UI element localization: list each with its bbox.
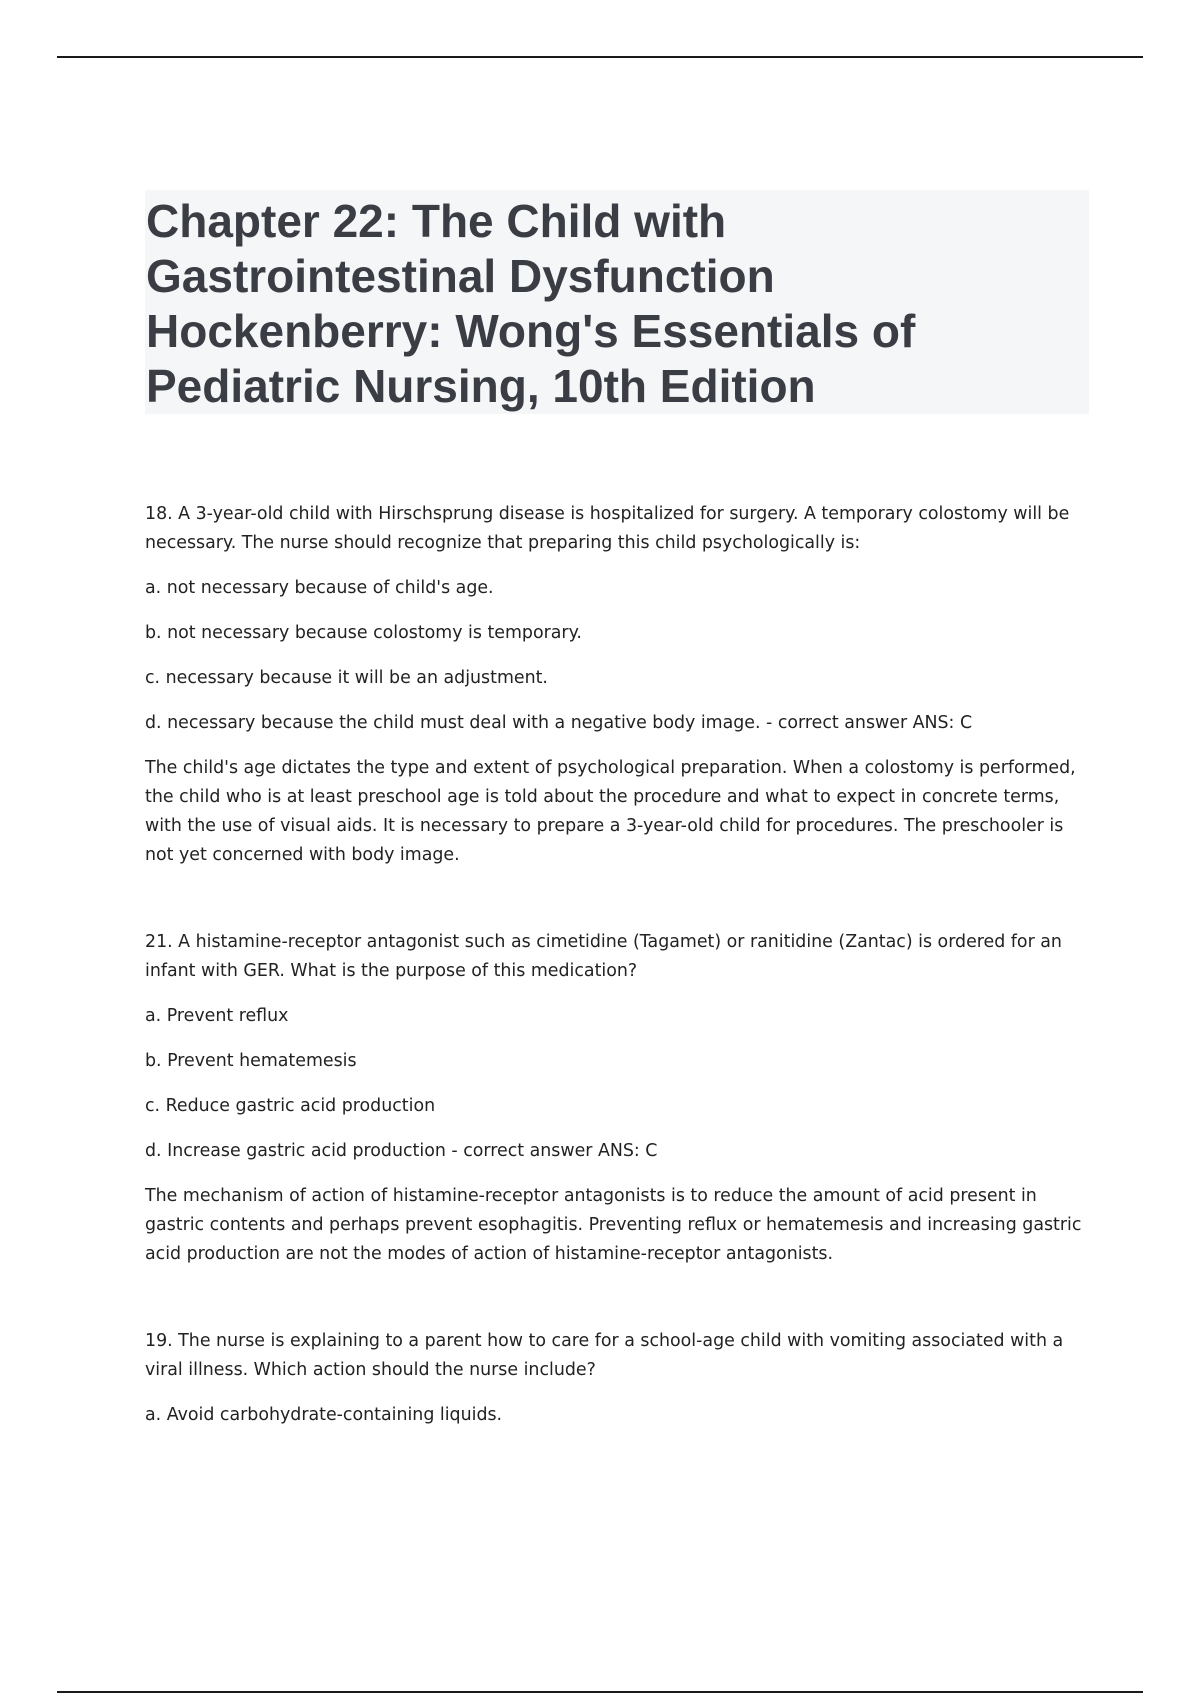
- answer-option-a: a. Avoid carbohydrate-containing liquids.: [145, 1405, 503, 1425]
- question-text: 18. A 3-year-old child with Hirschsprung disease is hospitalized for surgery. A temporary colostomy will be necessary. The nurse should recognize that preparing this child psychologically is:: [145, 504, 1070, 553]
- answer-option-c: c. necessary because it will be an adjustment.: [145, 668, 548, 688]
- question-text: 21. A histamine-receptor antagonist such as cimetidine (Tagamet) or ranitidine (Zantac) is ordered for an infant with GER. What is the purpose of this medication?: [145, 932, 1062, 981]
- answer-rationale: The mechanism of action of histamine-receptor antagonists is to reduce the amount of acid present in gastric contents and perhaps prevent esophagitis. Preventing reflux or hematemesis and increasing gastric acid production are not the modes of action of histamine-receptor antagonists.: [145, 1186, 1082, 1264]
- title-line: Pediatric Nursing, 10th Edition: [146, 360, 816, 412]
- answer-option-b: b. Prevent hematemesis: [145, 1051, 357, 1071]
- question-21: [145, 928, 1095, 1269]
- answer-option-d: d. necessary because the child must deal with a negative body image. - correct answer ANS: C: [145, 713, 973, 733]
- answer-option-c: c. Reduce gastric acid production: [145, 1096, 436, 1116]
- bottom-rule: [57, 1691, 1143, 1693]
- answer-option-a: a. not necessary because of child's age.: [145, 578, 494, 598]
- title-line: Hockenberry: Wong's Essentials of: [146, 305, 916, 357]
- chapter-title: [145, 190, 1089, 414]
- answer-option-d: d. Increase gastric acid production - correct answer ANS: C: [145, 1141, 658, 1161]
- top-rule: [57, 56, 1143, 58]
- question-19: [145, 1327, 1095, 1430]
- title-line: Gastrointestinal Dysfunction: [146, 250, 775, 302]
- answer-option-b: b. not necessary because colostomy is temporary.: [145, 623, 582, 643]
- answer-option-a: a. Prevent reflux: [145, 1006, 289, 1026]
- question-list: [145, 500, 1095, 1446]
- question-18: [145, 500, 1095, 870]
- question-text: 19. The nurse is explaining to a parent how to care for a school-age child with vomiting associated with a viral illness. Which action should the nurse include?: [145, 1331, 1064, 1380]
- title-line: Chapter 22: The Child with: [146, 195, 727, 247]
- answer-rationale: The child's age dictates the type and extent of psychological preparation. When a colostomy is performed, the child who is at least preschool age is told about the procedure and what to expect in concrete terms, with the use of visual aids. It is necessary to prepare a 3-year-old child for procedures. The preschooler is not yet concerned with body image.: [145, 758, 1076, 865]
